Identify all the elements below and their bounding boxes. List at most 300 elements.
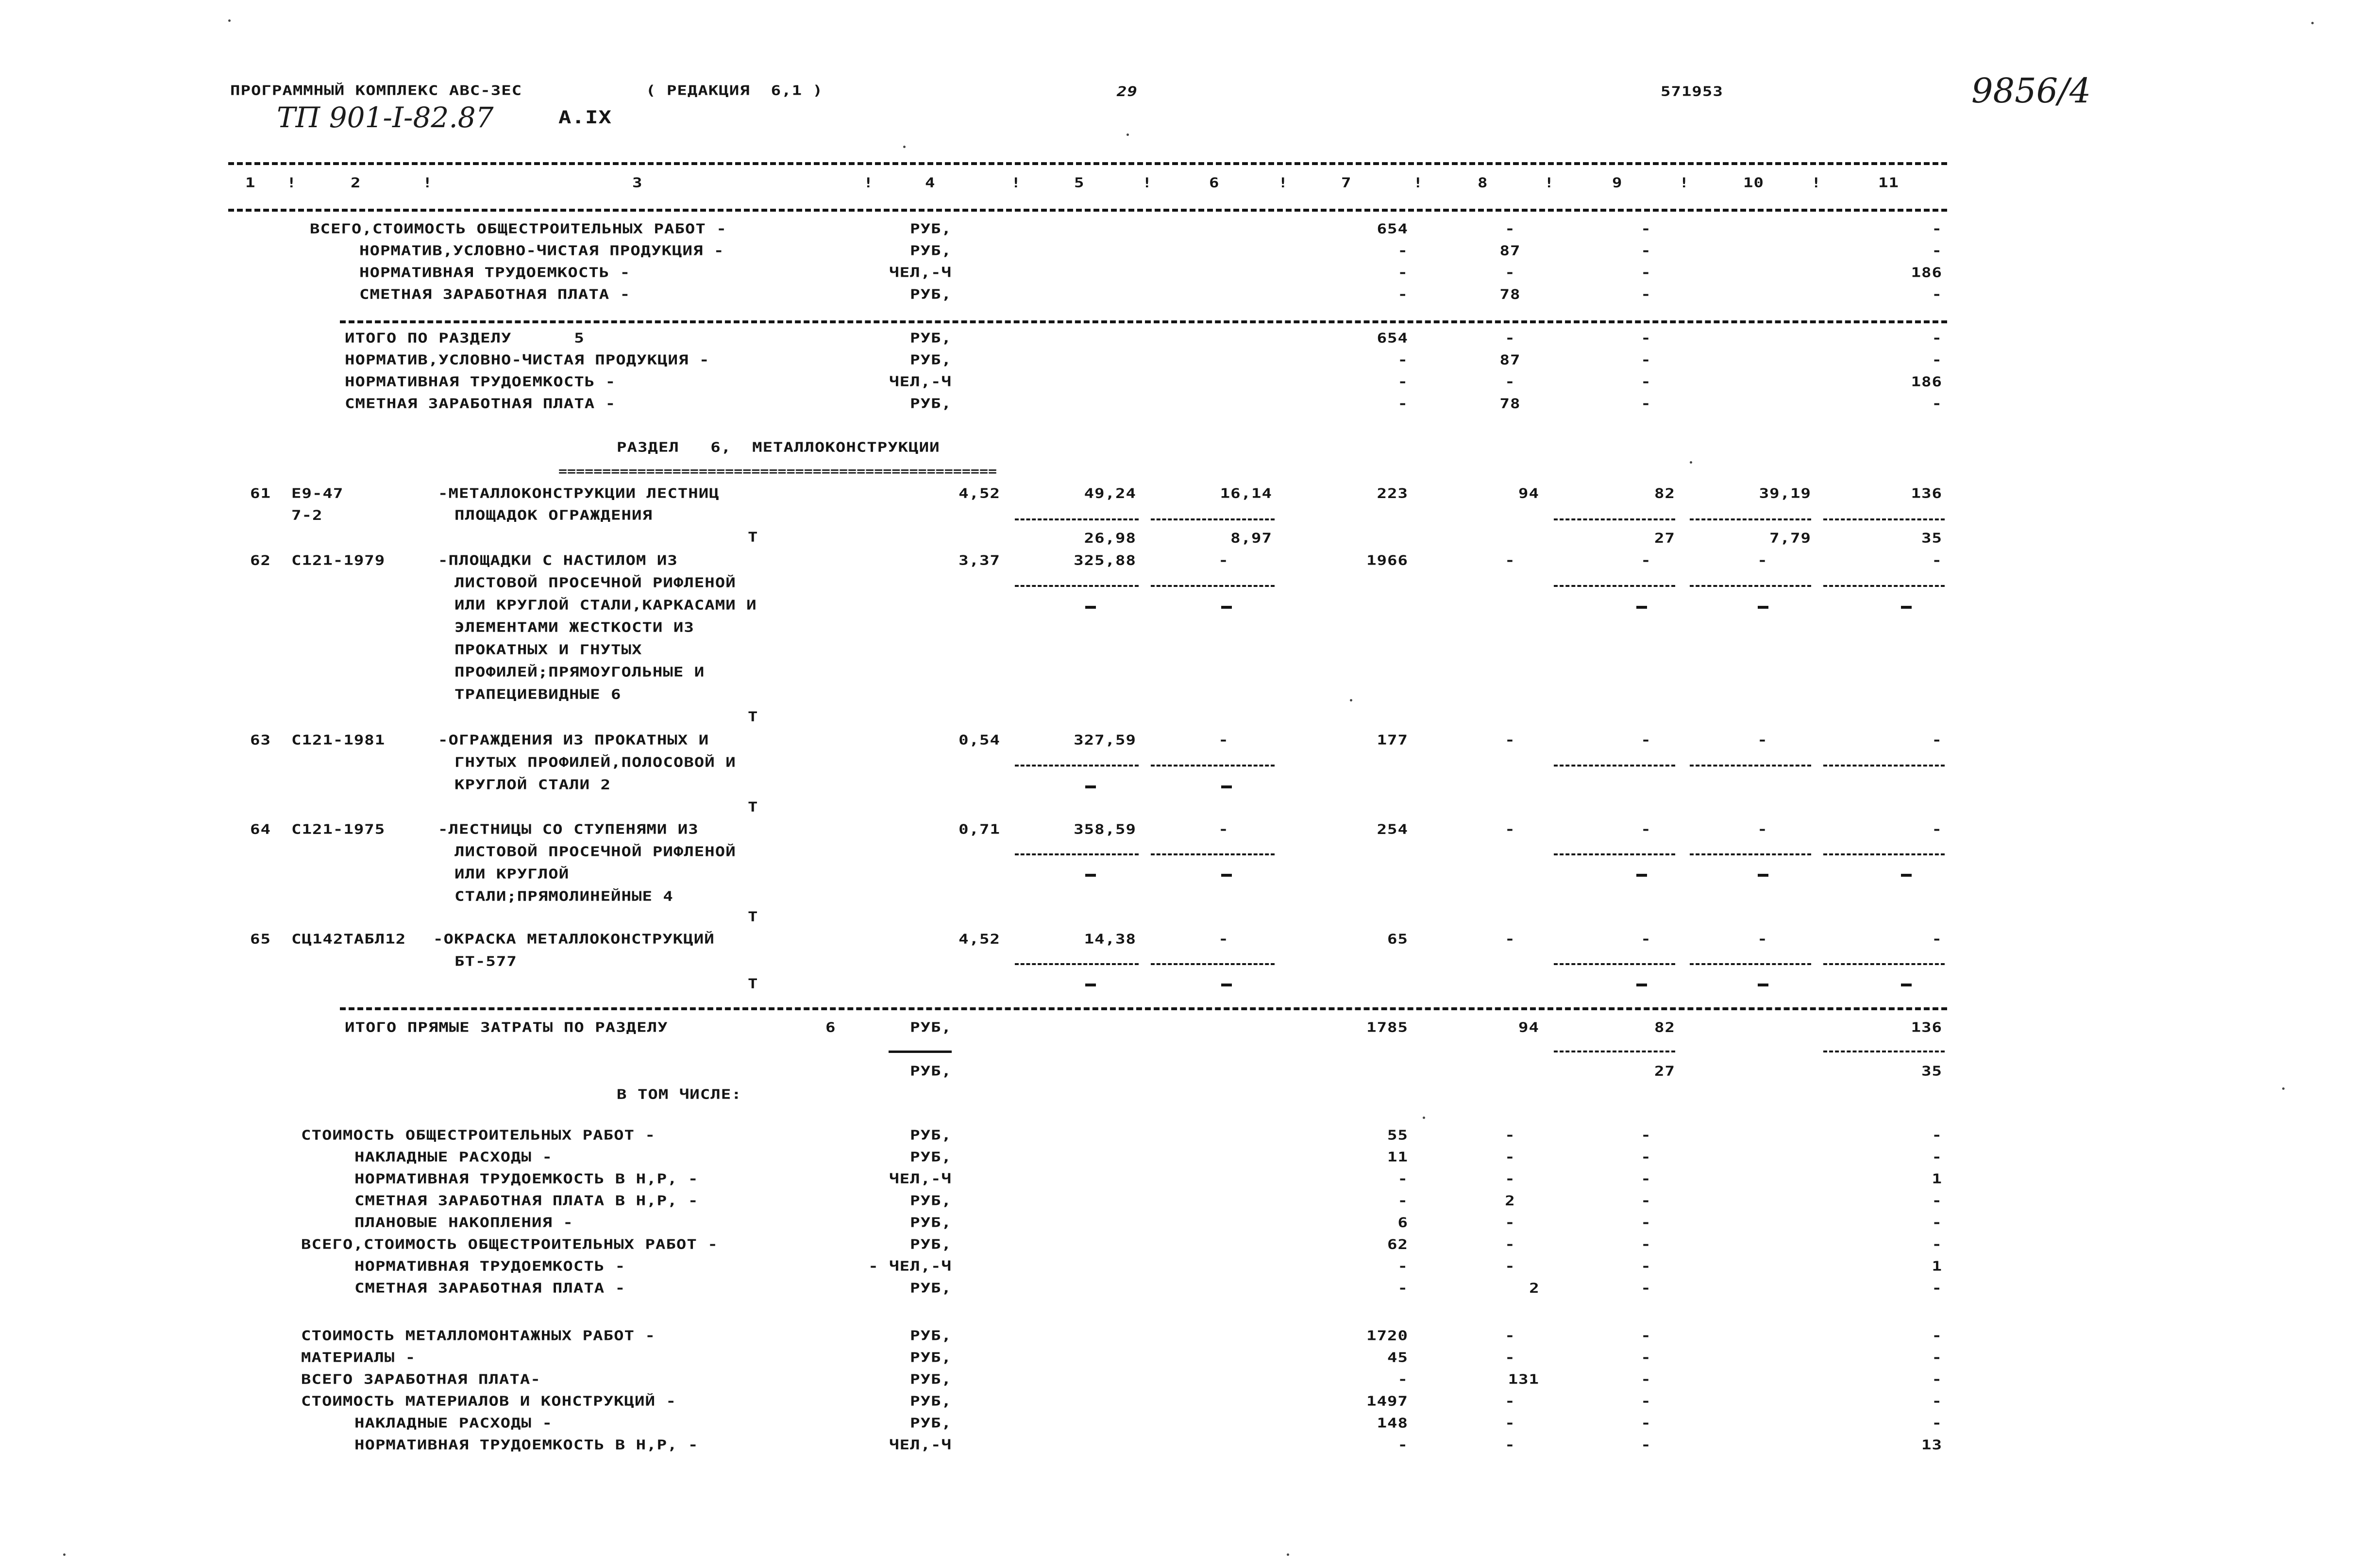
table-cell: ВСЕГО ЗАРАБОТНАЯ ПЛАТА- xyxy=(301,1371,541,1387)
table-cell: 0,71 xyxy=(958,821,1000,837)
summary-value: 654 xyxy=(1377,221,1408,237)
section-number: 6 xyxy=(825,1019,836,1035)
table-cell: - xyxy=(1641,821,1651,837)
rule-line xyxy=(1690,853,1811,855)
table-cell: - xyxy=(1505,265,1515,281)
scan-speck xyxy=(1423,1117,1425,1119)
item-description: -ОГРАЖДЕНИЯ ИЗ ПРОКАТНЫХ И xyxy=(438,732,709,748)
total-rule xyxy=(340,1007,1947,1010)
table-cell: 7,79 xyxy=(1769,530,1811,546)
rule-line xyxy=(1151,963,1275,965)
item-code: Е9-47 xyxy=(291,485,344,501)
table-cell: - xyxy=(1932,1149,1942,1165)
table-cell: - xyxy=(1397,396,1408,412)
table-cell: - xyxy=(1641,1393,1651,1409)
table-cell: 1785 xyxy=(1366,1019,1408,1035)
table-cell: - xyxy=(1505,374,1515,390)
table-cell: 148 xyxy=(1377,1415,1408,1431)
table-cell: - xyxy=(1932,1328,1942,1344)
table-cell: ! xyxy=(1679,175,1690,191)
item-number: 61 xyxy=(250,485,271,501)
table-cell: - xyxy=(1397,265,1408,281)
table-cell: - xyxy=(1505,1127,1515,1143)
table-cell: ЛИСТОВОЙ ПРОСЕЧНОЙ РИФЛЕНОЙ xyxy=(454,844,736,860)
table-cell: 39,19 xyxy=(1759,485,1811,501)
table-cell: 11 xyxy=(1387,1149,1408,1165)
table-cell: НОРМАТИВНАЯ ТРУДОЕМКОСТЬ - xyxy=(345,374,616,390)
table-cell: 7-2 xyxy=(291,507,323,523)
scan-speck xyxy=(2282,1087,2285,1090)
table-cell: - xyxy=(1932,352,1942,368)
table-cell: 82 xyxy=(1654,485,1675,501)
table-cell: - xyxy=(1505,552,1515,568)
item-number: 65 xyxy=(250,931,271,947)
table-cell: 358,59 xyxy=(1074,821,1136,837)
table-cell: ИЛИ КРУГЛОЙ СТАЛИ,КАРКАСАМИ И xyxy=(454,597,757,613)
table-cell: ! xyxy=(1811,175,1822,191)
table-cell: 4,52 xyxy=(958,931,1000,947)
table-cell: - xyxy=(1505,1171,1515,1187)
table-cell: 1497 xyxy=(1366,1393,1408,1409)
table-cell: - xyxy=(1932,821,1942,837)
rule-line xyxy=(1151,585,1275,587)
table-cell: СТОИМОСТЬ МЕТАЛЛОМОНТАЖНЫХ РАБОТ - xyxy=(301,1328,656,1344)
table-cell: - xyxy=(1932,243,1942,259)
table-cell: Т xyxy=(748,529,758,545)
table-cell: 35 xyxy=(1921,530,1942,546)
table-cell: РУБ, xyxy=(910,286,952,302)
section-total-label: ИТОГО ПРЯМЫЕ ЗАТРАТЫ ПО РАЗДЕЛУ xyxy=(345,1019,668,1035)
table-cell: 55 xyxy=(1387,1127,1408,1143)
table-cell: 65 xyxy=(1387,931,1408,947)
table-cell: ! xyxy=(422,175,433,191)
table-cell: МАТЕРИАЛЫ - xyxy=(301,1350,416,1366)
rule-line xyxy=(1015,765,1139,767)
edition: ( РЕДАКЦИЯ 6,1 ) xyxy=(646,83,823,99)
table-cell: ПРОКАТНЫХ И ГНУТЫХ xyxy=(454,642,642,658)
table-cell: БТ-577 xyxy=(454,953,517,969)
table-cell: 78 xyxy=(1499,286,1521,302)
table-cell: 136 xyxy=(1911,1019,1942,1035)
column-10: 10 xyxy=(1743,175,1764,191)
table-cell: ! xyxy=(1544,175,1555,191)
table-cell: ! xyxy=(863,175,874,191)
empty-dash xyxy=(1901,984,1912,986)
table-cell: Т xyxy=(748,909,758,925)
rule-line xyxy=(1151,765,1275,767)
empty-dash xyxy=(1085,874,1096,877)
table-cell: СТОИМОСТЬ МАТЕРИАЛОВ И КОНСТРУКЦИЙ - xyxy=(301,1393,676,1409)
table-cell: 94 xyxy=(1518,485,1539,501)
rule-line xyxy=(1823,853,1945,855)
rule-line xyxy=(1554,1051,1675,1052)
table-cell: 1966 xyxy=(1366,552,1408,568)
empty-dash xyxy=(1636,874,1647,877)
item-number: 63 xyxy=(250,732,271,748)
table-cell: - xyxy=(1932,732,1942,748)
table-cell: 26,98 xyxy=(1084,530,1136,546)
rule-line xyxy=(1554,963,1675,965)
table-cell: - ЧЕЛ,-Ч xyxy=(868,1258,952,1274)
table-cell: 0,54 xyxy=(958,732,1000,748)
table-cell: - xyxy=(1397,352,1408,368)
table-cell: - xyxy=(1641,1280,1651,1296)
table-cell: НОРМАТИВНАЯ ТРУДОЕМКОСТЬ В Н,Р, - xyxy=(354,1437,699,1453)
table-cell: - xyxy=(1641,552,1651,568)
table-cell: СМЕТНАЯ ЗАРАБОТНАЯ ПЛАТА - xyxy=(354,1280,626,1296)
table-cell: - xyxy=(1932,396,1942,412)
table-cell: 1720 xyxy=(1366,1328,1408,1344)
rule-line xyxy=(1823,518,1945,520)
empty-dash xyxy=(1085,785,1096,788)
table-cell: ПЛАНОВЫЕ НАКОПЛЕНИЯ - xyxy=(354,1215,573,1231)
rule-line xyxy=(1015,585,1139,587)
table-cell: - xyxy=(1505,330,1515,346)
table-cell: 6 xyxy=(1397,1215,1408,1231)
table-cell: 94 xyxy=(1518,1019,1539,1035)
table-cell: - xyxy=(1757,821,1768,837)
table-cell: - xyxy=(1505,1393,1515,1409)
table-cell: ЧЕЛ,-Ч xyxy=(889,265,952,281)
table-cell: - xyxy=(1505,931,1515,947)
table-cell: - xyxy=(1505,1328,1515,1344)
document-code: 571953 xyxy=(1661,83,1723,100)
table-cell: - xyxy=(1641,1415,1651,1431)
rule-line xyxy=(1151,518,1275,520)
table-cell: - xyxy=(1932,552,1942,568)
table-cell: 78 xyxy=(1499,396,1521,412)
table-cell: - xyxy=(1397,1371,1408,1387)
table-cell: - xyxy=(1505,1215,1515,1231)
column-9: 9 xyxy=(1612,175,1623,191)
item-description: -ЛЕСТНИЦЫ СО СТУПЕНЯМИ ИЗ xyxy=(438,821,699,837)
item-number: 62 xyxy=(250,552,271,568)
table-cell: - xyxy=(1641,1236,1651,1252)
program-name: ПРОГРАММНЫЙ КОМПЛЕКС АВС-3ЕС xyxy=(230,83,522,99)
table-cell: СТОИМОСТЬ ОБЩЕСТРОИТЕЛЬНЫХ РАБОТ - xyxy=(301,1127,656,1143)
table-cell: РУБ, xyxy=(910,1127,952,1143)
table-cell: - xyxy=(1505,732,1515,748)
table-cell: ИЛИ КРУГЛОЙ xyxy=(454,866,570,882)
table-cell: СМЕТНАЯ ЗАРАБОТНАЯ ПЛАТА - xyxy=(345,396,616,412)
table-cell: - xyxy=(1218,732,1229,748)
table-cell: ЧЕЛ,-Ч xyxy=(889,1171,952,1187)
table-cell: 14,38 xyxy=(1084,931,1136,947)
table-cell: - xyxy=(1397,374,1408,390)
rule-line xyxy=(1015,963,1139,965)
table-cell: ТРАПЕЦИЕВИДНЫЕ 6 xyxy=(454,686,622,702)
table-cell: 1 xyxy=(1932,1258,1942,1274)
table-cell: 131 xyxy=(1508,1371,1539,1387)
table-cell: ! xyxy=(286,175,297,191)
table-cell: РУБ, xyxy=(910,1063,952,1079)
table-cell: ! xyxy=(1413,175,1424,191)
table-cell: - xyxy=(1641,1127,1651,1143)
table-cell: СТАЛИ;ПРЯМОЛИНЕЙНЫЕ 4 xyxy=(454,888,673,904)
table-cell: 186 xyxy=(1911,265,1942,281)
rule-line xyxy=(1690,765,1811,767)
rule-line xyxy=(1015,853,1139,855)
table-cell: - xyxy=(1397,1258,1408,1274)
table-cell: - xyxy=(1757,931,1768,947)
table-cell: 254 xyxy=(1377,821,1408,837)
table-cell: - xyxy=(1505,1437,1515,1453)
table-cell: ПРОФИЛЕЙ;ПРЯМОУГОЛЬНЫЕ И xyxy=(454,664,705,680)
table-cell: РУБ, xyxy=(910,1149,952,1165)
table-cell: Т xyxy=(748,799,758,815)
empty-dash xyxy=(1758,874,1768,877)
table-cell: - xyxy=(1641,286,1651,302)
table-cell: 8,97 xyxy=(1230,530,1272,546)
table-cell: - xyxy=(1397,1437,1408,1453)
table-cell: 87 xyxy=(1499,243,1521,259)
scan-speck xyxy=(228,19,231,22)
table-cell: РУБ, xyxy=(910,243,952,259)
section-underline: ================================================== xyxy=(558,464,997,479)
table-cell: 1 xyxy=(1932,1171,1942,1187)
table-cell: - xyxy=(1218,931,1229,947)
summary-unit: РУБ, xyxy=(910,221,952,237)
project-number: ТП 901-I-82.87 xyxy=(277,101,494,134)
table-cell: - xyxy=(1505,1149,1515,1165)
table-cell: 4,52 xyxy=(958,485,1000,501)
table-cell: - xyxy=(1641,265,1651,281)
table-cell: РУБ, xyxy=(910,1371,952,1387)
table-cell: - xyxy=(1757,732,1768,748)
summary-label: СМЕТНАЯ ЗАРАБОТНАЯ ПЛАТА - xyxy=(359,286,631,302)
scan-speck xyxy=(1690,461,1692,464)
table-cell: - xyxy=(1505,1236,1515,1252)
summary-label: ВСЕГО,СТОИМОСТЬ ОБЩЕСТРОИТЕЛЬНЫХ РАБОТ - xyxy=(310,221,727,237)
table-cell: НОРМАТИВ,УСЛОВНО-ЧИСТАЯ ПРОДУКЦИЯ - xyxy=(345,352,710,368)
table-cell: - xyxy=(1641,931,1651,947)
table-cell: - xyxy=(1397,243,1408,259)
table-cell: 177 xyxy=(1377,732,1408,748)
rule-line xyxy=(1554,765,1675,767)
table-cell: РУБ, xyxy=(910,330,952,346)
rule-line xyxy=(1015,518,1139,520)
rule-line xyxy=(1151,853,1275,855)
table-cell: - xyxy=(1932,1127,1942,1143)
table-cell: - xyxy=(1932,221,1942,237)
table-cell: - xyxy=(1932,1393,1942,1409)
rule-line xyxy=(1823,585,1945,587)
item-code: С121-1981 xyxy=(291,732,386,748)
empty-dash xyxy=(1221,874,1232,877)
table-cell: - xyxy=(1932,1350,1942,1366)
table-cell: Т xyxy=(748,976,758,992)
table-cell: - xyxy=(1641,396,1651,412)
empty-dash xyxy=(1758,606,1768,609)
table-cell: 186 xyxy=(1911,374,1942,390)
table-cell: - xyxy=(1218,552,1229,568)
item-description: -ОКРАСКА МЕТАЛЛОКОНСТРУКЦИЙ xyxy=(433,931,715,947)
table-cell: 27 xyxy=(1654,530,1675,546)
column-2: 2 xyxy=(351,175,361,191)
column-8: 8 xyxy=(1478,175,1488,191)
table-cell: ЧЕЛ,-Ч xyxy=(889,374,952,390)
table-cell: - xyxy=(1932,1193,1942,1209)
empty-dash xyxy=(1901,874,1912,877)
table-cell: 16,14 xyxy=(1220,485,1272,501)
table-cell: - xyxy=(1932,1371,1942,1387)
table-cell: - xyxy=(1641,1258,1651,1274)
rule-line xyxy=(1690,518,1811,520)
table-cell: 35 xyxy=(1921,1063,1942,1079)
item-number: 64 xyxy=(250,821,271,837)
empty-dash xyxy=(1636,984,1647,986)
empty-dash xyxy=(1636,606,1647,609)
table-cell: 49,24 xyxy=(1084,485,1136,501)
empty-dash xyxy=(1901,606,1912,609)
table-cell: - xyxy=(1932,1215,1942,1231)
table-cell: - xyxy=(1932,1280,1942,1296)
table-cell: 654 xyxy=(1377,330,1408,346)
table-cell: 27 xyxy=(1654,1063,1675,1079)
table-cell: - xyxy=(1641,1350,1651,1366)
table-cell: - xyxy=(1932,286,1942,302)
table-cell: РУБ, xyxy=(910,1215,952,1231)
table-cell: - xyxy=(1505,221,1515,237)
table-cell: - xyxy=(1932,330,1942,346)
table-cell: НАКЛАДНЫЕ РАСХОДЫ - xyxy=(354,1149,553,1165)
table-cell: - xyxy=(1397,1280,1408,1296)
scan-speck xyxy=(63,1553,66,1556)
table-cell: - xyxy=(1932,1236,1942,1252)
table-cell: - xyxy=(1641,1171,1651,1187)
table-cell: - xyxy=(1757,552,1768,568)
table-cell: Т xyxy=(748,709,758,725)
rule-line xyxy=(1823,765,1945,767)
empty-dash xyxy=(1758,984,1768,986)
table-cell: 223 xyxy=(1377,485,1408,501)
header-rule-top xyxy=(228,162,1947,165)
table-cell: - xyxy=(1397,1193,1408,1209)
summary-label: НОРМАТИВНАЯ ТРУДОЕМКОСТЬ - xyxy=(359,265,631,281)
table-cell: ! xyxy=(1011,175,1022,191)
table-cell: - xyxy=(1505,1258,1515,1274)
table-cell: НОРМАТИВНАЯ ТРУДОЕМКОСТЬ В Н,Р, - xyxy=(354,1171,699,1187)
column-7: 7 xyxy=(1341,175,1352,191)
table-cell: - xyxy=(1932,1415,1942,1431)
table-cell: НАКЛАДНЫЕ РАСХОДЫ - xyxy=(354,1415,553,1431)
column-11: 11 xyxy=(1878,175,1899,191)
album-number: А.IХ xyxy=(558,107,612,128)
table-cell: - xyxy=(1641,374,1651,390)
table-cell: - xyxy=(1397,1171,1408,1187)
header-rule-bottom xyxy=(228,209,1947,212)
including-label: В ТОМ ЧИСЛЕ: xyxy=(617,1086,742,1102)
column-6: 6 xyxy=(1209,175,1220,191)
section-title: РАЗДЕЛ 6, МЕТАЛЛОКОНСТРУКЦИИ xyxy=(617,439,940,455)
table-cell: - xyxy=(1505,821,1515,837)
table-cell: - xyxy=(1641,221,1651,237)
table-cell: 45 xyxy=(1387,1350,1408,1366)
table-cell: - xyxy=(1641,1328,1651,1344)
table-cell: - xyxy=(1505,1415,1515,1431)
table-cell: 136 xyxy=(1911,485,1942,501)
table-cell: - xyxy=(1932,931,1942,947)
item-description: -МЕТАЛЛОКОНСТРУКЦИИ ЛЕСТНИЦ xyxy=(438,485,720,501)
table-cell: РУБ, xyxy=(910,1019,952,1035)
scan-speck xyxy=(1127,133,1129,136)
item-description: -ПЛОЩАДКИ С НАСТИЛОМ ИЗ xyxy=(438,552,678,568)
rule-line xyxy=(1554,585,1675,587)
table-cell: РУБ, xyxy=(910,1328,952,1344)
item-code: СЦ142ТАБЛ12 xyxy=(291,931,406,947)
table-cell: РУБ, xyxy=(910,1393,952,1409)
column-1: 1 xyxy=(245,175,256,191)
table-cell: 13 xyxy=(1921,1437,1942,1453)
table-cell: 82 xyxy=(1654,1019,1675,1035)
table-cell: - xyxy=(1641,330,1651,346)
table-cell: РУБ, xyxy=(910,1193,952,1209)
column-4: 4 xyxy=(925,175,936,191)
table-cell: ЛИСТОВОЙ ПРОСЕЧНОЙ РИФЛЕНОЙ xyxy=(454,575,736,591)
empty-dash xyxy=(1221,785,1232,788)
column-3: 3 xyxy=(632,175,643,191)
rule-line xyxy=(1554,853,1675,855)
empty-dash xyxy=(1221,984,1232,986)
table-cell: КРУГЛОЙ СТАЛИ 2 xyxy=(454,777,611,793)
rule-line xyxy=(1554,518,1675,520)
table-cell: - xyxy=(1641,732,1651,748)
table-cell: 327,59 xyxy=(1074,732,1136,748)
table-cell: ! xyxy=(1142,175,1153,191)
rule-line xyxy=(1823,1051,1945,1052)
empty-dash xyxy=(1085,984,1096,986)
rule-line xyxy=(889,1051,952,1053)
table-cell: 2 xyxy=(1529,1280,1540,1296)
table-cell: НОРМАТИВНАЯ ТРУДОЕМКОСТЬ - xyxy=(354,1258,626,1274)
table-cell: - xyxy=(1397,286,1408,302)
item-code: С121-1975 xyxy=(291,821,386,837)
table-cell: - xyxy=(1641,352,1651,368)
table-cell: 87 xyxy=(1499,352,1521,368)
table-cell: - xyxy=(1505,1350,1515,1366)
table-cell: ЧЕЛ,-Ч xyxy=(889,1437,952,1453)
table-cell: - xyxy=(1641,1193,1651,1209)
table-cell: ВСЕГО,СТОИМОСТЬ ОБЩЕСТРОИТЕЛЬНЫХ РАБОТ - xyxy=(301,1236,718,1252)
column-5: 5 xyxy=(1074,175,1085,191)
table-cell: ГНУТЫХ ПРОФИЛЕЙ,ПОЛОСОВОЙ И xyxy=(454,754,736,770)
rule-line xyxy=(1823,963,1945,965)
table-cell: РУБ, xyxy=(910,1280,952,1296)
scan-speck xyxy=(1287,1553,1289,1556)
table-cell: РУБ, xyxy=(910,396,952,412)
scan-speck xyxy=(1350,699,1352,701)
table-cell: - xyxy=(1641,1215,1651,1231)
empty-dash xyxy=(1221,606,1232,609)
table-cell: СМЕТНАЯ ЗАРАБОТНАЯ ПЛАТА В Н,Р, - xyxy=(354,1193,699,1209)
table-cell: РУБ, xyxy=(910,1415,952,1431)
rule-line xyxy=(1690,963,1811,965)
scan-speck xyxy=(903,146,906,148)
table-cell: - xyxy=(1218,821,1229,837)
item-code: С121-1979 xyxy=(291,552,386,568)
table-cell: 62 xyxy=(1387,1236,1408,1252)
table-cell: ЭЛЕМЕНТАМИ ЖЕСТКОСТИ ИЗ xyxy=(454,619,694,635)
table-cell: - xyxy=(1641,1371,1651,1387)
table-cell: РУБ, xyxy=(910,352,952,368)
table-cell: 3,37 xyxy=(958,552,1000,568)
table-cell: РУБ, xyxy=(910,1236,952,1252)
table-cell: - xyxy=(1641,1149,1651,1165)
section-total-label: ИТОГО ПО РАЗДЕЛУ 5 xyxy=(345,330,585,346)
block-rule xyxy=(340,320,1947,323)
table-cell: РУБ, xyxy=(910,1350,952,1366)
scan-speck xyxy=(2311,22,2314,24)
